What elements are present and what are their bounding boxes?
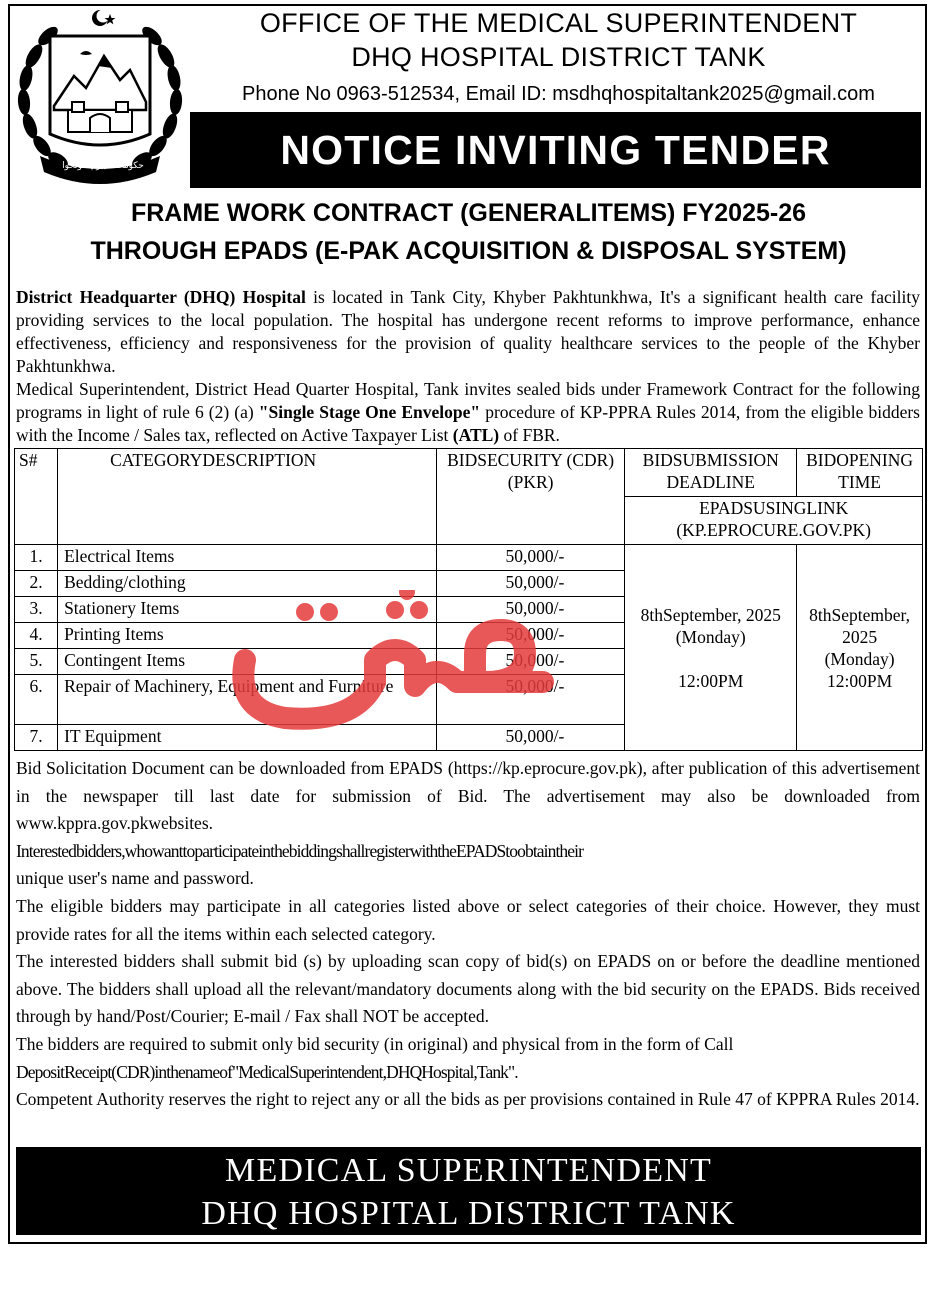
invitation-text-c: of FBR. bbox=[499, 425, 560, 445]
opening-date: 8thSeptember, 2025 (Monday) bbox=[809, 604, 910, 669]
row-amount: 50,000/- bbox=[436, 725, 624, 751]
invitation-text-b: procedure of KP-PPRA Rules 2014, from the eligible bidders with the Income / Sales tax, reflected on Active Taxpayer List bbox=[16, 402, 920, 445]
instruction-authority: Competent Authority reserves the right to reject any or all the bids as per provisions contained in Rule 47 of KPPRA Rules 2014. bbox=[16, 1089, 920, 1110]
row-sn: 5. bbox=[15, 649, 58, 675]
header-sn: S# bbox=[15, 449, 58, 545]
footer-hospital: DHQ HOSPITAL DISTRICT TANK bbox=[201, 1195, 736, 1232]
tender-instructions bbox=[16, 755, 920, 1114]
signature-block bbox=[16, 1147, 921, 1235]
invitation-text-a: Medical Superintendent, District Head Quarter Hospital, Tank invites sealed bids under Framework Contract for the following programs in light of rule 6 (2) (a) bbox=[16, 379, 920, 422]
intro-paragraph bbox=[16, 286, 920, 378]
row-sn: 6. bbox=[15, 675, 58, 725]
row-amount: 50,000/- bbox=[436, 675, 624, 725]
office-title: OFFICE OF THE MEDICAL SUPERINTENDENT bbox=[259, 8, 858, 38]
instruction-security: The bidders are required to submit only bid security (in original) and physical from in the form of Call bbox=[16, 1033, 734, 1054]
row-description: Contingent Items bbox=[58, 649, 437, 675]
submission-time: 12:00PM bbox=[678, 670, 744, 691]
row-amount: 50,000/- bbox=[436, 571, 624, 597]
tender-table bbox=[14, 448, 923, 751]
opening-time-cell bbox=[797, 545, 923, 751]
row-amount: 50,000/- bbox=[436, 623, 624, 649]
header-bid-security: BIDSECURITY (CDR) (PKR) bbox=[436, 449, 624, 545]
header-epads-link: EPADSUSINGLINK (KP.EPROCURE.GOV.PK) bbox=[625, 497, 923, 545]
contract-title: FRAME WORK CONTRACT (GENERALITEMS) FY2025-26 bbox=[130, 199, 807, 227]
instruction-cdr: DepositReceipt(CDR)inthenameof"MedicalSuperintendent,DHQHospital,Tank". bbox=[16, 1061, 518, 1082]
opening-time: 12:00PM bbox=[826, 670, 893, 691]
hospital-title: DHQ HOSPITAL DISTRICT TANK bbox=[351, 42, 766, 72]
notice-banner: NOTICE INVITING TENDER bbox=[190, 112, 921, 188]
table-row bbox=[15, 545, 923, 571]
atl-bold: (ATL) bbox=[452, 425, 500, 445]
row-sn: 4. bbox=[15, 623, 58, 649]
epads-title: THROUGH EPADS (E-PAK ACQUISITION & DISPOSAL SYSTEM) bbox=[90, 237, 847, 265]
header-submission-deadline: BIDSUBMISSION DEADLINE bbox=[625, 449, 797, 497]
row-sn: 2. bbox=[15, 571, 58, 597]
instruction-register-cont: unique user's name and password. bbox=[16, 868, 254, 889]
header-description: CATEGORYDESCRIPTION bbox=[58, 449, 437, 545]
header-opening-time: BIDOPENING TIME bbox=[797, 449, 923, 497]
row-description: Stationery Items bbox=[58, 597, 437, 623]
row-description: IT Equipment bbox=[58, 725, 437, 751]
table-header-row bbox=[15, 449, 923, 497]
intro-text: is located in Tank City, Khyber Pakhtunkhwa, It's a significant health care facility providing services to the local population. The hospital has undergone recent reforms to improve performance, enhance effectiveness, efficiency and responsiveness for the provision of quality healthcare services to the people of the Khyber Pakhtunkhwa. bbox=[16, 287, 920, 376]
submission-date: 8thSeptember, 2025 (Monday) bbox=[640, 604, 781, 647]
instruction-register: Interestedbidders,whowanttoparticipateinthebiddingshallregisterwiththeEPADStoobtaintheir bbox=[16, 840, 584, 861]
row-description: Bedding/clothing bbox=[58, 571, 437, 597]
submission-deadline-cell bbox=[625, 545, 797, 751]
seal-caption: حکومت خیبر پختونخوا bbox=[62, 161, 144, 171]
row-amount: 50,000/- bbox=[436, 597, 624, 623]
row-amount: 50,000/- bbox=[436, 649, 624, 675]
row-sn: 3. bbox=[15, 597, 58, 623]
instruction-download: Bid Solicitation Document can be downloaded from EPADS (https://kp.eprocure.gov.pk), after publication of this advertisement in the newspaper till last date for submission of Bid. The advertisement may also be downloaded from www.kppra.gov.pkwebsites. bbox=[16, 758, 920, 834]
row-description: Printing Items bbox=[58, 623, 437, 649]
row-sn: 7. bbox=[15, 725, 58, 751]
hospital-name-bold: District Headquarter (DHQ) Hospital bbox=[16, 287, 306, 307]
row-amount: 50,000/- bbox=[436, 545, 624, 571]
instruction-categories: The eligible bidders may participate in all categories listed above or select categories of their choice. However, they must provide rates for all the items within each selected category. bbox=[16, 895, 920, 944]
contact-line: Phone No 0963-512534, Email ID: msdhqhospitaltank2025@gmail.com bbox=[242, 83, 875, 105]
footer-designation: MEDICAL SUPERINTENDENT bbox=[225, 1152, 712, 1189]
row-sn: 1. bbox=[15, 545, 58, 571]
procedure-bold: "Single Stage One Envelope" bbox=[258, 402, 481, 422]
row-description: Electrical Items bbox=[58, 545, 437, 571]
instruction-submit: The interested bidders shall submit bid (s) by uploading scan copy of bid(s) on EPADS on or before the deadline mentioned above. The bidders shall upload all the relevant/mandatory documents along with the bid security on the EPADS. Bids received through by hand/Post/Courier; E-mail / Fax shall NOT be accepted. bbox=[16, 951, 920, 1027]
row-description: Repair of Machinery, Equipment and Furniture bbox=[58, 675, 437, 725]
invitation-paragraph bbox=[16, 378, 920, 447]
